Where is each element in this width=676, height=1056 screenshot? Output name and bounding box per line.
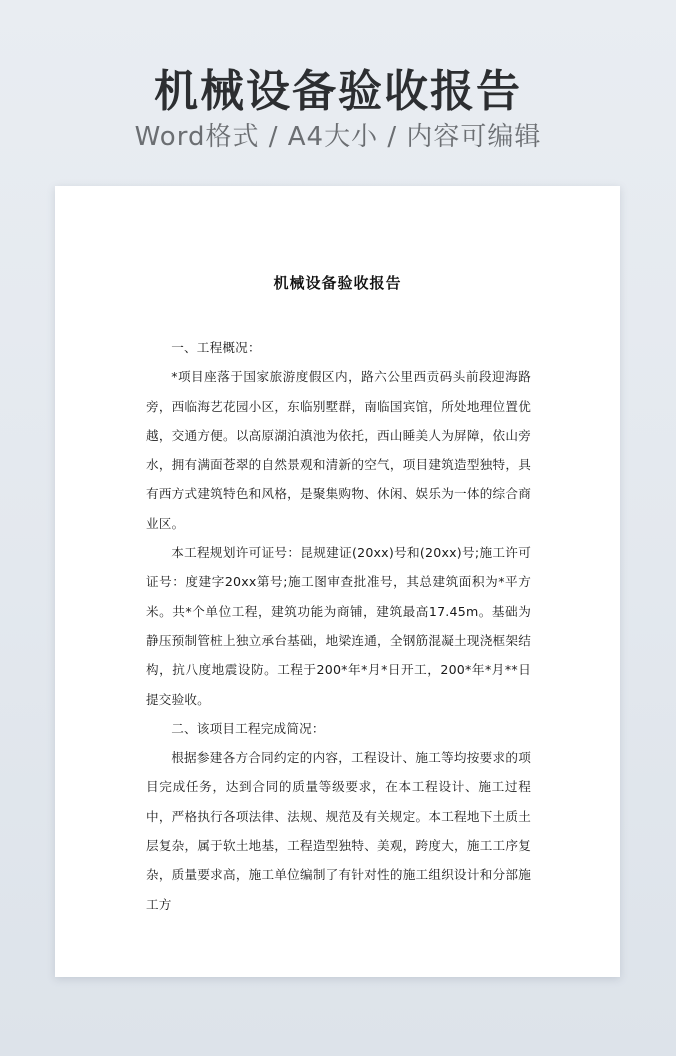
banner-subtitle: Word格式 / A4大小 / 内容可编辑: [134, 122, 542, 152]
document-body: [146, 333, 531, 919]
document-page: [55, 186, 620, 977]
banner-title: 机械设备验收报告: [154, 66, 522, 117]
paragraph-location: *项目座落于国家旅游度假区内，路六公里西贡码头前段迎海路旁，西临海艺花园小区，东临别墅群，南临国宾馆，所处地理位置优越，交通方便。以高原湖泊滇池为依托，西山睡美人为屏障，依山旁水，拥有满面苍翠的自然景观和清新的空气，项目建筑造型独特，具有西方式建筑特色和风格，是聚集购物、休闲、娱乐为一体的综合商业区。: [146, 369, 531, 531]
paragraph-completion: 根据参建各方合同约定的内容，工程设计、施工等均按要求的项目完成任务，达到合同的质量等级要求，在本工程设计、施工过程中，严格执行各项法律、法规、规范及有关规定。本工程地下土质土层复杂，属于软土地基，工程造型独特、美观，跨度大，施工工序复杂，质量要求高，施工单位编制了有针对性的施工组织设计和分部施工方: [146, 750, 531, 912]
section-heading-completion: 二、该项目工程完成简况：: [171, 720, 325, 736]
document-title: 机械设备验收报告: [273, 274, 402, 292]
paragraph-permits: 本工程规划许可证号：昆规建证(20xx)号和(20xx)号;施工许可证号：度建字20xx第号;施工图审查批准号，其总建筑面积为*平方米。共*个单位工程，建筑功能为商铺，建筑最高17.45m。基础为静压预制管桩上独立承台基础，地梁连通，全钢筋混凝土现浇框架结构，抗八度地震设防。工程于200*年*月*日开工，200*年*月**日提交验收。: [146, 545, 531, 707]
section-heading-overview: 一、工程概况：: [171, 340, 261, 355]
